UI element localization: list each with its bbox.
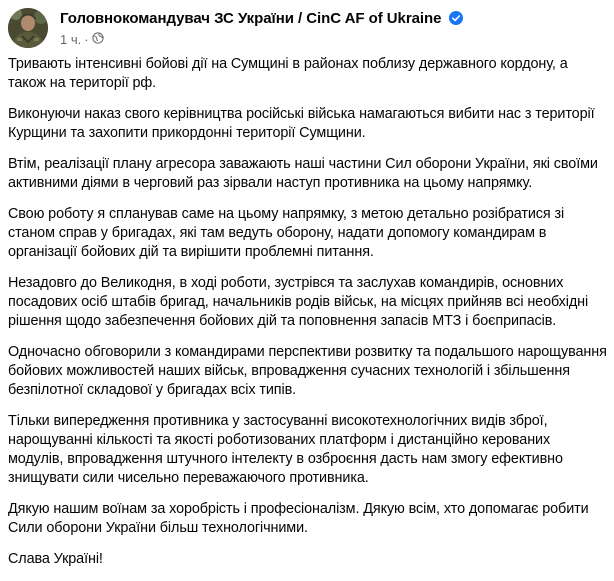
post-paragraph: Свою роботу я спланував саме на цьому напрямку, з метою детально розібратися зі станом справ у бригадах, які там ведуть оборону, надати допомогу командирам в організації бойових дій та вирішити проблемні питання.: [8, 206, 565, 260]
post-paragraph: Незадовго до Великодня, в ході роботи, зустрівся та заслухав командирів, основних посадових осіб штабів бригад, начальників родів військ, на місцях прийняв всі необхідні рішення щодо забезпечення бойових дій та поповнення запасів МТЗ і боєприпасів.: [8, 275, 589, 329]
author-line: [60, 10, 463, 30]
post-paragraph: Виконуючи наказ свого керівництва російські війська намагаються вибити нас з території Курщини та захопити прикордонні території Сумщини.: [8, 106, 595, 141]
post-paragraph: Втім, реалізації плану агресора заважають наші частини Сил оборони України, які своїми активними діями в черговий раз зірвали наступ противника на цьому напрямку.: [8, 156, 598, 191]
avatar-image: [8, 8, 48, 48]
globe-icon[interactable]: [92, 32, 104, 47]
post-header: [8, 6, 606, 50]
meta-separator: ·: [84, 32, 89, 48]
post-paragraph: Слава Україні!: [8, 551, 103, 567]
post-paragraph: Дякую нашим воїнам за хоробрість і професіоналізм. Дякую всім, хто допомагає робити Сили оборони України більш технологічними.: [8, 501, 589, 536]
post-paragraph: Тривають інтенсивні бойові дії на Сумщині в районах поблизу державного кордону, а також на території рф.: [8, 56, 568, 91]
verified-badge-icon: [449, 11, 463, 30]
post-paragraph: Одночасно обговорили з командирами перспективи розвитку та подальшого нарощування бойових можливостей наших військ, впровадження сучасних технологій і збільшення безпілотної складової у бригадах всіх типів.: [8, 344, 607, 398]
author-avatar[interactable]: [8, 8, 48, 48]
post-body: [8, 55, 608, 581]
post-timestamp[interactable]: 1 ч.: [60, 32, 82, 48]
author-name[interactable]: Головнокомандувач ЗС України / CinC AF of Ukraine: [60, 10, 442, 27]
post-meta: [60, 31, 104, 47]
post-paragraph: Тільки випередження противника у застосуванні високотехнологічних видів зброї, нарощуванні кількості та якості роботизованих платформ і дистанційно керованих модулів, впровадження штучного інтелекту в озброєння дасть нам змогу ефективно знищувати сили чисельно переважаючого противника.: [8, 413, 563, 486]
